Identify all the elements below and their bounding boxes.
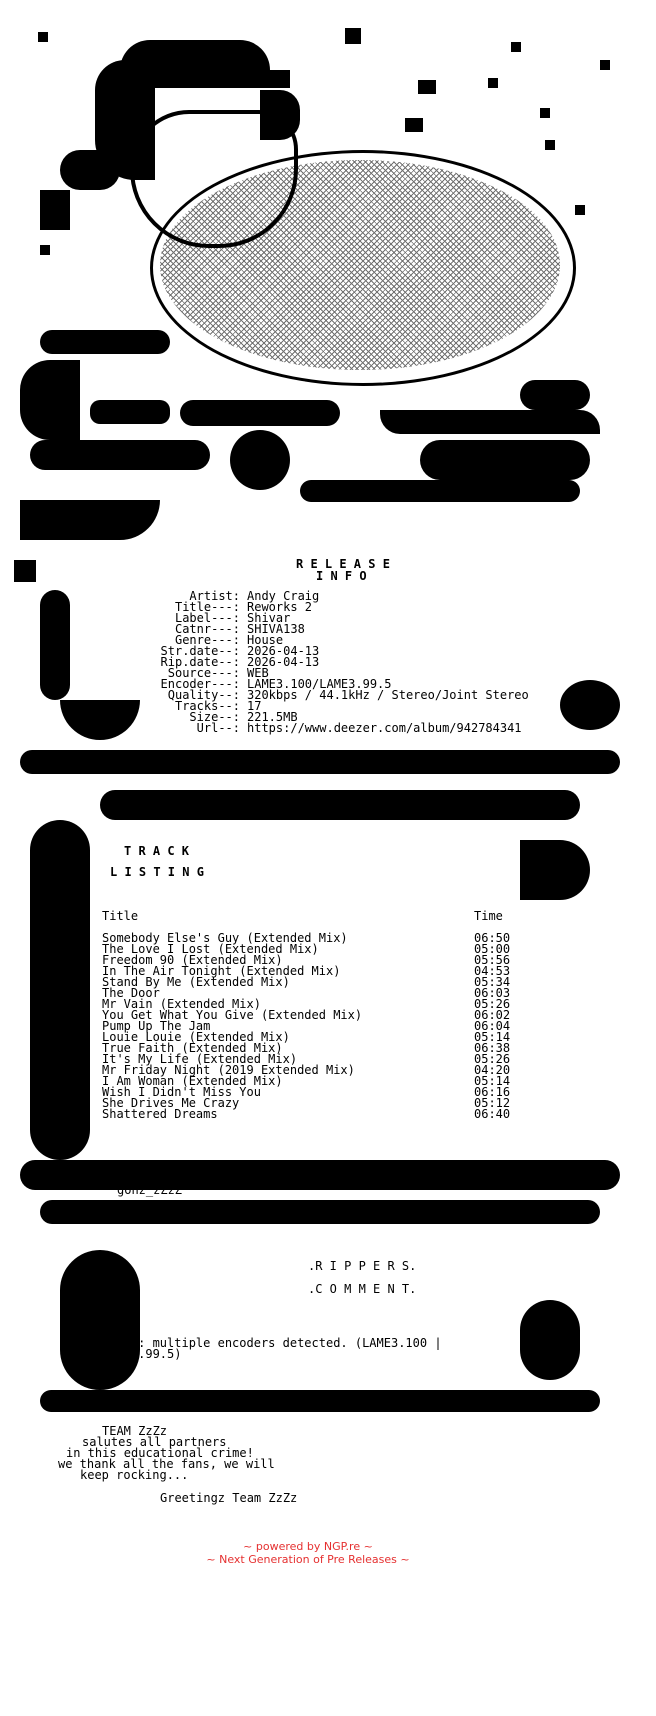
track-title: Wish I Didn't Miss You: [102, 1085, 261, 1099]
track-time: 04:53: [474, 964, 511, 978]
track-title: Mr Vain (Extended Mix): [102, 997, 261, 1011]
track-number: 12.: [51, 1052, 73, 1066]
track-time: 06:38: [474, 1041, 511, 1055]
info-value: 320kbps / 44.1kHz / Stereo/Joint Stereo: [247, 688, 529, 702]
info-value: House: [247, 633, 284, 647]
ascii-credit-label: ASCii by: [117, 1172, 175, 1186]
info-key: Title---:: [174, 600, 240, 614]
tracklist-title-1: T R A C K: [124, 844, 190, 858]
track-number: 06.: [51, 986, 73, 1000]
info-key: Label---:: [174, 611, 240, 625]
outro-line-6: Greetingz Team ZzZz: [160, 1491, 298, 1505]
info-value: Shivar: [247, 611, 291, 625]
track-number: 09.: [51, 1019, 73, 1033]
track-time: 05:14: [474, 1030, 511, 1044]
info-value: 221.5MB: [247, 710, 298, 724]
ascii-credit-author: gonz_zZzZ: [117, 1183, 183, 1197]
info-key: Artist:: [189, 589, 240, 603]
track-number: 04.: [51, 964, 73, 978]
track-time: 06:50: [474, 931, 511, 945]
track-number: 15.: [51, 1085, 73, 1099]
track-time: 06:03: [474, 986, 511, 1000]
info-value: LAME3.100/LAME3.99.5: [247, 677, 392, 691]
outro-line-2: salutes all partners: [82, 1435, 227, 1449]
info-value: Reworks 2: [247, 600, 313, 614]
col-track-header: Track: [51, 909, 88, 923]
outro-line-5: keep rocking...: [80, 1468, 189, 1482]
track-title: Stand By Me (Extended Mix): [102, 975, 290, 989]
info-key: Encoder---:: [160, 677, 240, 691]
track-time: 05:26: [474, 1052, 511, 1066]
track-title: Shattered Dreams: [102, 1107, 218, 1121]
track-title: Louie Louie (Extended Mix): [102, 1030, 290, 1044]
track-title: She Drives Me Crazy: [102, 1096, 240, 1110]
track-title: It's My Life (Extended Mix): [102, 1052, 298, 1066]
track-number: 01.: [51, 931, 73, 945]
info-value: 2026-04-13: [247, 655, 320, 669]
comment-line-1: ERROR: multiple encoders detected. (LAME3.100 |: [102, 1336, 442, 1350]
col-title-header: Title: [102, 909, 139, 923]
info-key: Source---:: [167, 666, 240, 680]
track-time: 05:56: [474, 953, 511, 967]
info-key: Genre---:: [174, 633, 240, 647]
comment-title: .C O M M E N T.: [308, 1282, 417, 1296]
info-row: [0, 722, 656, 734]
track-time: 05:34: [474, 975, 511, 989]
track-title: The Door: [102, 986, 160, 1000]
track-title: You Get What You Give (Extended Mix): [102, 1008, 363, 1022]
release-title: R E L E A S E: [296, 557, 390, 571]
info-key: Quality--:: [167, 688, 240, 702]
info-key: Url--:: [196, 721, 240, 735]
track-title: Pump Up The Jam: [102, 1019, 211, 1033]
track-title: Somebody Else's Guy (Extended Mix): [102, 931, 348, 945]
comment-line-2: LAME3.99.5): [102, 1347, 182, 1361]
info-key: Tracks--:: [174, 699, 240, 713]
track-number: 17.: [51, 1107, 73, 1121]
track-title: I Am Woman (Extended Mix): [102, 1074, 283, 1088]
track-title: The Love I Lost (Extended Mix): [102, 942, 319, 956]
footer-powered-by: ~ powered by NGP.re ~: [243, 1540, 373, 1553]
tracklist-title-2: L I S T I N G: [110, 865, 204, 879]
track-number: 03.: [51, 953, 73, 967]
track-number: 13.: [51, 1063, 73, 1077]
outro-line-3: in this educational crime!: [66, 1446, 254, 1460]
track-number: 02.: [51, 942, 73, 956]
info-key: Size--:: [189, 710, 240, 724]
track-title: Mr Friday Night (2019 Extended Mix): [102, 1063, 355, 1077]
track-time: 06:02: [474, 1008, 511, 1022]
track-time: 05:12: [474, 1096, 511, 1110]
rippers-title: .R I P P E R S.: [308, 1259, 417, 1273]
track-time: 06:04: [474, 1019, 511, 1033]
col-time-header: Time: [474, 909, 503, 923]
track-number: 05.: [51, 975, 73, 989]
track-title: In The Air Tonight (Extended Mix): [102, 964, 341, 978]
track-time: 04:20: [474, 1063, 511, 1077]
outro-line-4: we thank all the fans, we will: [58, 1457, 275, 1471]
info-title: I N F O: [316, 569, 367, 583]
track-number: 08.: [51, 1008, 73, 1022]
track-number: 07.: [51, 997, 73, 1011]
track-number: 10.: [51, 1030, 73, 1044]
info-value: 17: [247, 699, 262, 713]
track-number: 16.: [51, 1096, 73, 1110]
info-value: SHIVA138: [247, 622, 305, 636]
info-value: Andy Craig: [247, 589, 320, 603]
info-value: 2026-04-13: [247, 644, 320, 658]
track-number: 14.: [51, 1074, 73, 1088]
track-time: 05:14: [474, 1074, 511, 1088]
info-value: WEB: [247, 666, 269, 680]
track-title: Freedom 90 (Extended Mix): [102, 953, 283, 967]
info-key: Rip.date--:: [160, 655, 240, 669]
track-number: 11.: [51, 1041, 73, 1055]
track-title: True Faith (Extended Mix): [102, 1041, 283, 1055]
info-value: https://www.deezer.com/album/942784341: [247, 721, 522, 735]
footer-tagline: ~ Next Generation of Pre Releases ~: [206, 1553, 410, 1566]
track-time: 06:16: [474, 1085, 511, 1099]
track-time: 06:40: [474, 1107, 511, 1121]
info-key: Catnr---:: [174, 622, 240, 636]
track-time: 05:26: [474, 997, 511, 1011]
outro-line-1: TEAM ZzZz: [102, 1424, 168, 1438]
info-key: Str.date--:: [160, 644, 240, 658]
track-time: 05:00: [474, 942, 511, 956]
